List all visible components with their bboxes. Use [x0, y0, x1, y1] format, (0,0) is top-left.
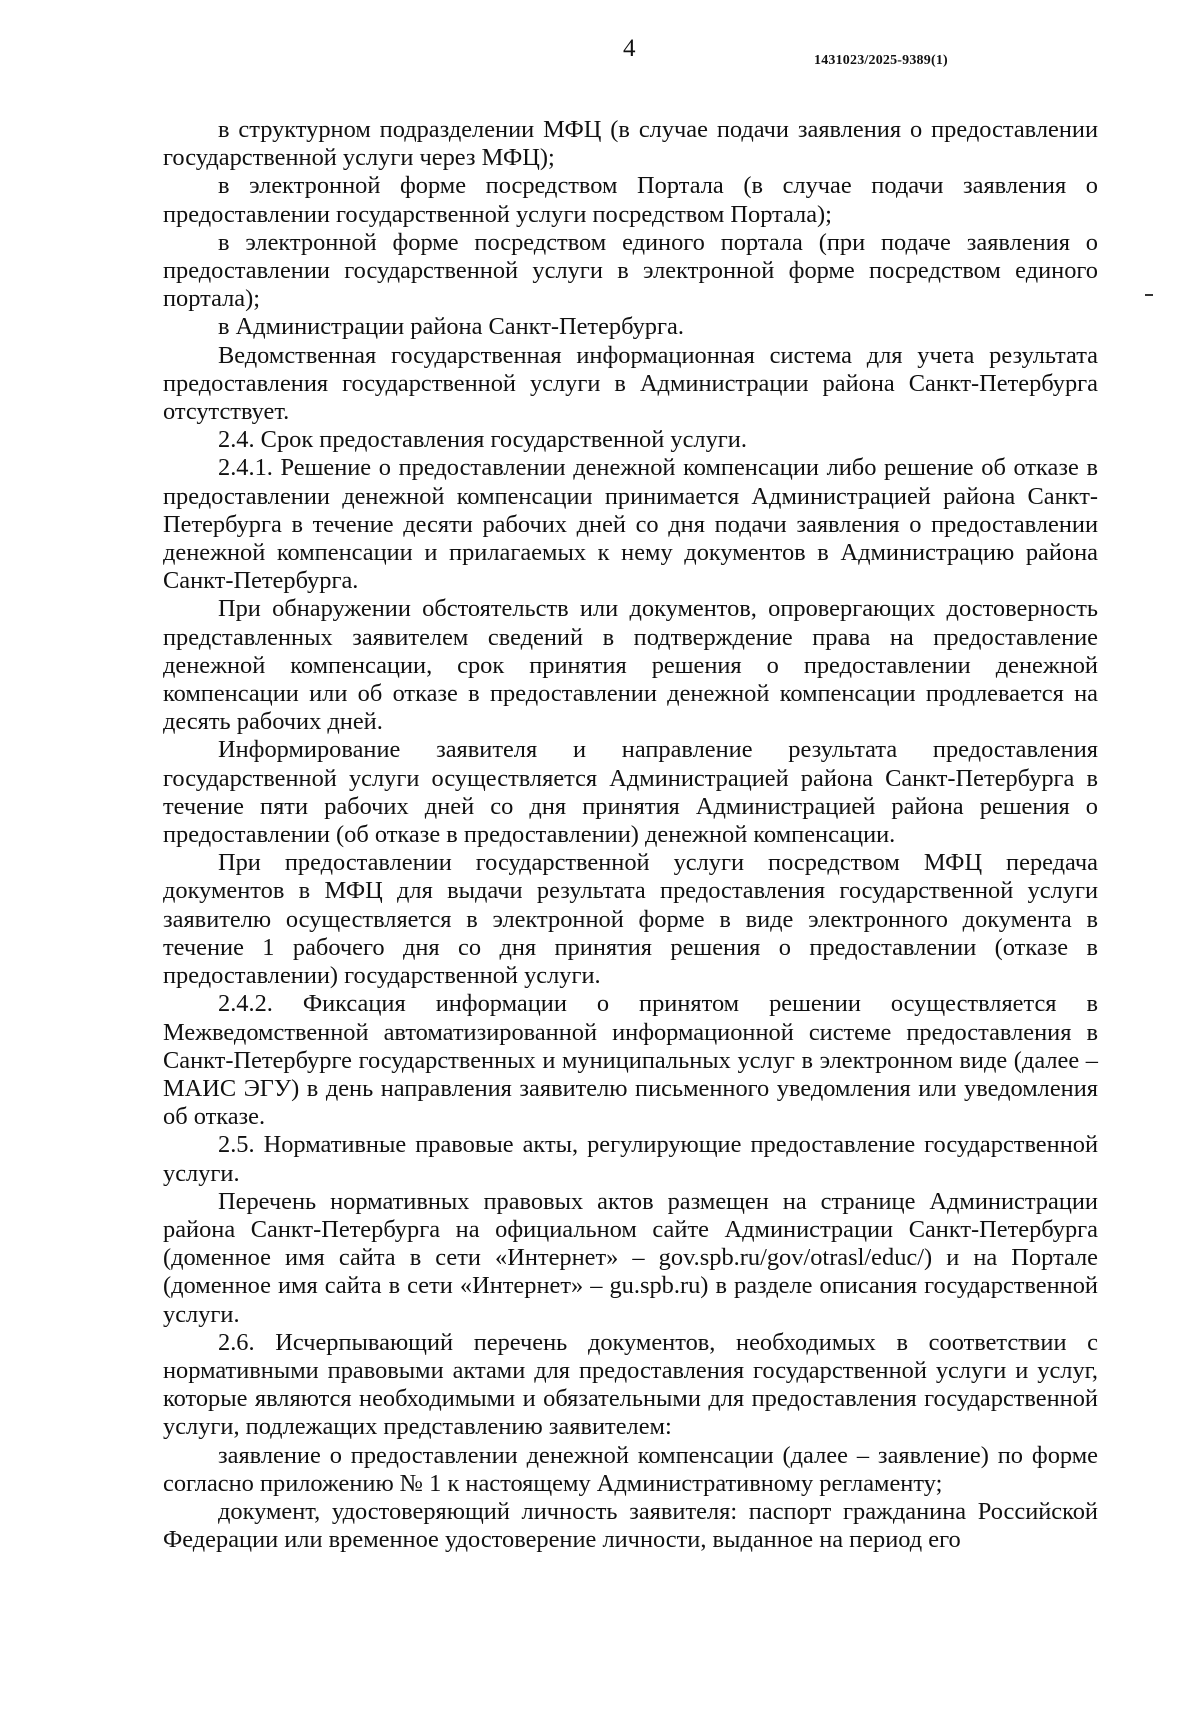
- page-number: 4: [623, 35, 636, 62]
- paragraph: При обнаружении обстоятельств или документов, опровергающих достоверность представленных заявителем сведений в подтверждение права на предоставление денежной компенсации, срок принятия решения о предоставлении денежной компенсации или об отказе в предоставлении денежной компенсации продлевается на десять рабочих дней.: [163, 595, 1098, 736]
- paragraph: в электронной форме посредством единого портала (при подаче заявления о предоставлении государственной услуги в электронной форме посредством единого портала);: [163, 228, 1098, 313]
- paragraph: документ, удостоверяющий личность заявителя: паспорт гражданина Российской Федерации или временное удостоверение личности, выданное на период его: [163, 1497, 1098, 1554]
- paragraph: Ведомственная государственная информационная система для учета результата предоставления государственной услуги в Администрации района Санкт-Петербурга отсутствует.: [163, 341, 1098, 426]
- document-id: 1431023/2025-9389(1): [814, 53, 948, 68]
- paragraph: в структурном подразделении МФЦ (в случае подачи заявления о предоставлении государственной услуги через МФЦ);: [163, 116, 1098, 172]
- scan-mark: [1145, 294, 1153, 296]
- section-heading: 2.4. Срок предоставления государственной услуги.: [218, 426, 747, 454]
- paragraph: При предоставлении государственной услуги посредством МФЦ передача документов в МФЦ для выдачи результата предоставления государственной услуги заявителю осуществляется в электронной форме в виде электронного документа в течение 1 рабочего дня со дня принятия решения о предоставлении (отказе в предоставлении) государственной услуги.: [163, 849, 1098, 990]
- paragraph: Перечень нормативных правовых актов размещен на странице Администрации района Санкт-Петербурга на официальном сайте Администрации Санкт-Петербурга (доменное имя сайта в сети «Интернет» – gov.spb.ru/gov/otrasl/educ/) и на Портале (доменное имя сайта в сети «Интернет» – gu.spb.ru) в разделе описания государственной услуги.: [163, 1187, 1098, 1328]
- document-body: [163, 116, 1098, 1554]
- paragraph: заявление о предоставлении денежной компенсации (далее – заявление) по форме согласно приложению № 1 к настоящему Административному регламенту;: [163, 1441, 1098, 1497]
- paragraph: Информирование заявителя и направление результата предоставления государственной услуги осуществляется Администрацией района Санкт-Петербурга в течение пяти рабочих дней со дня принятия Администрацией района решения о предоставлении (об отказе в предоставлении) денежной компенсации.: [163, 736, 1098, 849]
- section-heading: 2.6. Исчерпывающий перечень документов, необходимых в соответствии с нормативными правовыми актами для предоставления государственной услуги и услуг, которые являются необходимыми и обязательными для предоставления государственной услуги, подлежащих представлению заявителем:: [163, 1328, 1098, 1441]
- section-heading: 2.5. Нормативные правовые акты, регулирующие предоставление государственной услуги.: [163, 1131, 1098, 1187]
- paragraph: 2.4.2. Фиксация информации о принятом решении осуществляется в Межведомственной автоматизированной информационной системе предоставления в Санкт-Петербурге государственных и муниципальных услуг в электронном виде (далее – МАИС ЭГУ) в день направления заявителю письменного уведомления или уведомления об отказе.: [163, 990, 1098, 1131]
- paragraph: 2.4.1. Решение о предоставлении денежной компенсации либо решение об отказе в предоставлении денежной компенсации принимается Администрацией района Санкт-Петербурга в течение десяти рабочих дней со дня подачи заявления о предоставлении денежной компенсации и прилагаемых к нему документов в Администрацию района Санкт-Петербурга.: [163, 454, 1098, 595]
- paragraph: в Администрации района Санкт-Петербурга.: [218, 313, 684, 341]
- paragraph: в электронной форме посредством Портала (в случае подачи заявления о предоставлении государственной услуги посредством Портала);: [163, 172, 1098, 228]
